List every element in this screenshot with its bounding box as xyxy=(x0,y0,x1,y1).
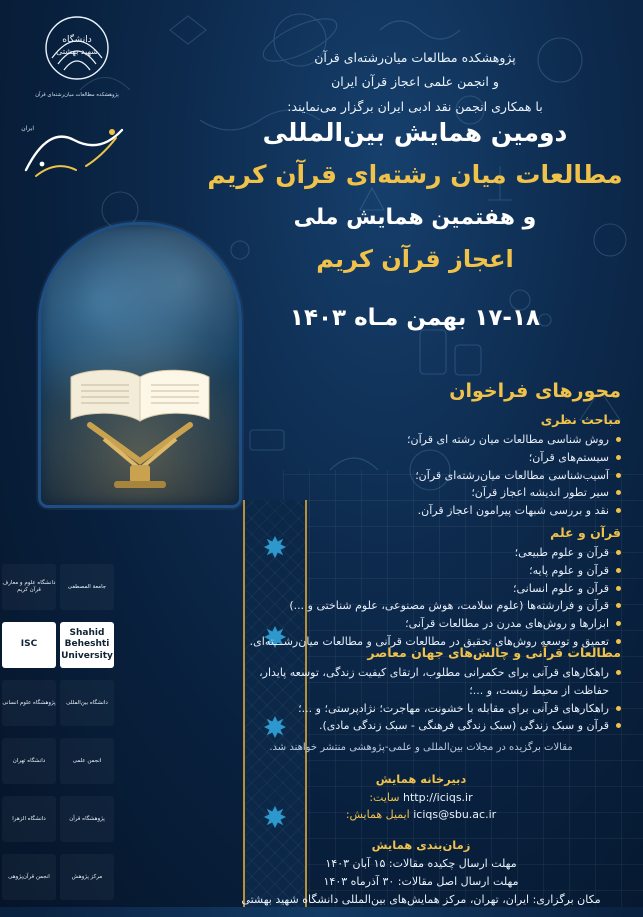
schedule-row: مکان برگزاری: ایران، تهران، مرکز همایش‌های بین‌المللی دانشگاه شهید بهشتی xyxy=(241,892,601,906)
list-item: نقد و بررسی شبهات پیرامون اعجاز قرآن. xyxy=(221,502,621,520)
event-date: ۱۷-۱۸ بهمن مـاه ۱۴۰۳ xyxy=(289,305,541,331)
section-title: قرآن و علم xyxy=(550,525,621,540)
svg-text:ایران: ایران xyxy=(21,125,34,132)
list-item: راهکارهای قرآنی برای حکمرانی مطلوب، ارتقای کیفیت زندگی، توسعه پایدار، حفاظت از محیط زیست، و ...؛ xyxy=(221,664,621,700)
title-line-1: دومین همایش بین‌المللی xyxy=(262,118,568,147)
website-value[interactable]: http://iciqs.ir xyxy=(402,791,473,804)
sponsor-logo: مرکز پژوهش xyxy=(60,854,114,900)
section-list xyxy=(221,544,621,651)
list-item: آسیب‌شناسی مطالعات میان‌رشته‌ای قرآن؛ xyxy=(221,467,621,485)
university-logo-subtitle: پژوهشکده مطالعات میان‌رشته‌ای قرآن xyxy=(35,92,119,98)
section-list xyxy=(221,664,621,735)
pre-title-line-1: پژوهشکده مطالعات میان‌رشته‌ای قرآن xyxy=(314,50,516,65)
sponsor-logo: جامعة المصطفی xyxy=(60,564,114,610)
list-item: قرآن و سبک زندگی (سبک زندگی فرهنگی - سبک زندگی مادی). xyxy=(221,717,621,735)
title-line-4: اعجاز قرآن کریم xyxy=(316,245,514,273)
axes-section-theory xyxy=(221,412,621,520)
list-item: تعمیق و توسعه روش‌های تحقیق در مطالعات قرآنی و مطالعات میان‌رشـــته‌ای. xyxy=(221,633,621,651)
section-title: مطالعات قرآنی و چالش‌های جهان معاصر xyxy=(367,645,621,660)
list-item: قرآن و علوم طبیعی؛ xyxy=(221,544,621,562)
sponsor-logo: دانشگاه علوم و معارف قرآن کریم xyxy=(2,564,56,610)
axes-title: محورهای فراخوان xyxy=(449,380,621,402)
list-item: راهکارهای قرآنی برای مقابله با خشونت، مهاجرت؛ نژادپرستی؛ و ...؛ xyxy=(221,700,621,718)
pre-title-line-2: و انجمن علمی اعجاز قرآن ایران xyxy=(331,74,499,90)
title-line-2: مطالعات میان رشته‌ای قرآن کریم xyxy=(207,160,623,189)
sponsor-logo: دانشگاه بین‌المللی xyxy=(60,680,114,726)
list-item: سیستم‌های قرآن؛ xyxy=(221,449,621,467)
pre-title xyxy=(205,46,625,119)
list-item: قرآن و فرارشته‌ها (علوم سلامت، هوش مصنوعی، علوم شناختی و ...) xyxy=(221,597,621,615)
list-item: سیر تطور اندیشه اعجاز قرآن؛ xyxy=(221,484,621,502)
sponsor-logo: انجمن علمی xyxy=(60,738,114,784)
schedule-block xyxy=(221,838,621,908)
sponsor-logo: دانشگاه الزهرا xyxy=(2,796,56,842)
rehal-stand-illustration xyxy=(80,421,200,491)
sponsor-logo: پژوهشگاه قرآن xyxy=(60,796,114,842)
svg-text:شهید بهشتی: شهید بهشتی xyxy=(56,47,98,56)
email-value[interactable]: iciqs@sbu.ac.ir xyxy=(413,808,497,822)
section-title: مباحث نظری xyxy=(540,412,621,427)
section-list xyxy=(221,431,621,520)
bottom-bar xyxy=(0,907,643,917)
congress-emblem xyxy=(16,110,134,188)
schedule-row: مهلت ارسال اصل مقالات: ۳۰ آذرماه ۱۴۰۳ xyxy=(323,874,519,888)
svg-text:دانشگاه: دانشگاه xyxy=(62,35,92,45)
website-label: سایت: xyxy=(369,791,400,804)
sponsor-logo: Shahid Beheshti University xyxy=(60,622,114,668)
sponsor-logo: دانشگاه تهران xyxy=(2,738,56,784)
website-row xyxy=(221,789,621,806)
sponsor-logo: ISC xyxy=(2,622,56,668)
sponsor-logo-strip xyxy=(0,560,120,910)
schedule-heading: زمان‌بندی همایش xyxy=(371,838,471,852)
secretariat-block xyxy=(221,772,621,823)
list-item: قرآن و علوم پایه؛ xyxy=(221,562,621,580)
title-line-3: و هفتمین همایش ملی xyxy=(293,205,537,230)
sponsor-logo: پژوهشگاه علوم انسانی xyxy=(2,680,56,726)
list-item: ابزارها و روش‌های مدرن در مطالعات قرآنی؛ xyxy=(221,615,621,633)
axes-section-contemporary xyxy=(221,645,621,735)
email-label: ایمیل همایش: xyxy=(345,808,410,822)
sponsor-logo: انجمن قرآن‌پژوهی xyxy=(2,854,56,900)
pre-title-line-3: با همکاری انجمن نقد ادبی ایران برگزار می‌نمایند: xyxy=(287,98,543,114)
schedule-row: مهلت ارسال چکیده مقالات: ۱۵ آبان ۱۴۰۳ xyxy=(325,857,517,870)
secretariat-heading: دبیرخانه همایش xyxy=(375,772,467,786)
university-logo xyxy=(22,14,132,106)
publication-note: مقالات برگزیده در مجلات بین‌المللی و علمی-پژوهشی منتشر خواهند شد. xyxy=(269,742,573,753)
axes-section-science xyxy=(221,525,621,651)
list-item: روش شناسی مطالعات میان رشته ای قرآن؛ xyxy=(221,431,621,449)
list-item: قرآن و علوم انسانی؛ xyxy=(221,580,621,598)
quran-photo xyxy=(38,222,242,508)
email-row xyxy=(221,806,621,823)
